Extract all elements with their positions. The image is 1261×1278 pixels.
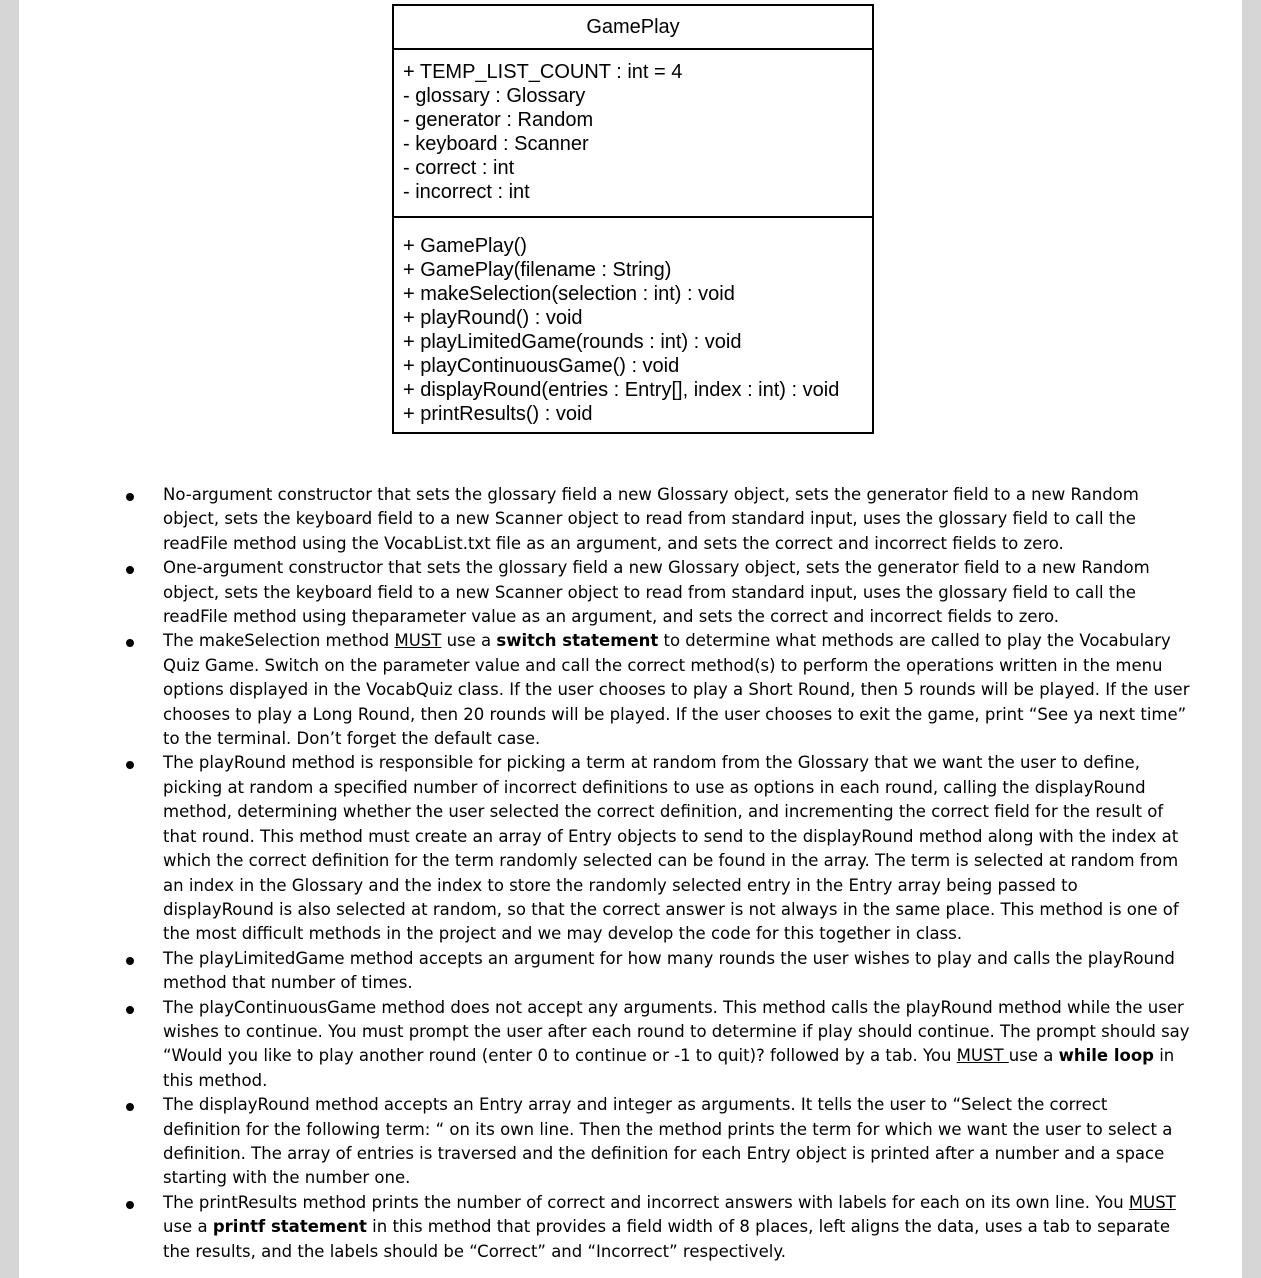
- bullet-icon: [126, 1103, 134, 1111]
- bullet-icon: [126, 761, 134, 769]
- list-item-print-results: The printResults method prints the number of correct and incorrect answers with labels for each on its own line. You MUST use a printf statement in this method that provides a field width of 8 places, left aligns the data, uses a tab to separate the results, and the labels should be “Correct” and “Incorrect” respectively.: [19, 1191, 1242, 1264]
- list-item-play-limited-game: The playLimitedGame method accepts an argument for how many rounds the user wishes to play and calls the playRound method that number of times.: [19, 947, 1242, 996]
- uml-class-diagram: [392, 4, 874, 434]
- list-item-one-arg-constructor: One-argument constructor that sets the glossary field a new Glossary object, sets the generator field to a new Random object, sets the keyboard field to a new Scanner object to read from standard input, uses the glossary field to call the readFile method using theparameter value as an argument, and sets the correct and incorrect fields to zero.: [19, 556, 1242, 629]
- list-item-play-continuous-game: The playContinuousGame method does not accept any arguments. This method calls the playRound method while the user wishes to continue. You must prompt the user after each round to determine if play should continue. The prompt should say “Would you like to play another round (enter 0 to continue or -1 to quit)? followed by a tab. You MUST use a while loop in this method.: [19, 996, 1242, 1094]
- bullet-icon: [126, 1006, 134, 1014]
- list-item-display-round: The displayRound method accepts an Entry array and integer as arguments. It tells the user to “Select the correct definition for the following term: “ on its own line. Then the method prints the term for which we want the user to select a definition. The array of entries is traversed and the definition for each Entry object is printed after a number and a space starting with the number one.: [19, 1093, 1242, 1191]
- uml-class-name: GamePlay: [394, 6, 872, 50]
- list-item-no-arg-constructor: No-argument constructor that sets the glossary field a new Glossary object, sets the generator field to a new Random object, sets the keyboard field to a new Scanner object to read from standard input, uses the glossary field to call the readFile method using the VocabList.txt file as an argument, and sets the correct and incorrect fields to zero.: [19, 483, 1242, 556]
- uml-operation: + GamePlay(): [403, 235, 527, 257]
- uml-attributes: [394, 50, 872, 218]
- uml-attribute: - glossary : Glossary: [403, 85, 586, 107]
- uml-attribute: - keyboard : Scanner: [403, 133, 589, 155]
- uml-operation: + playLimitedGame(rounds : int) : void: [403, 331, 742, 353]
- bullet-icon: [126, 1201, 134, 1209]
- bullet-icon: [126, 566, 134, 574]
- uml-operation: + playRound() : void: [403, 307, 583, 329]
- uml-operation: + GamePlay(filename : String): [403, 259, 672, 281]
- uml-operation: + printResults() : void: [403, 403, 593, 425]
- list-item-make-selection: The makeSelection method MUST use a switch statement to determine what methods are called to play the Vocabulary Quiz Game. Switch on the parameter value and call the correct method(s) to perform the operations written in the menu options displayed in the VocabQuiz class. If the user chooses to play a Short Round, then 5 rounds will be played. If the user chooses to play a Long Round, then 20 rounds will be played. If the user chooses to exit the game, print “See ya next time” to the terminal. Don’t forget the default case.: [19, 629, 1242, 751]
- bullet-icon: [126, 957, 134, 965]
- uml-attribute: - generator : Random: [403, 109, 594, 131]
- list-item-play-round: The playRound method is responsible for picking a term at random from the Glossary that we want the user to define, picking at random a specified number of incorrect definitions to use as options in each round, calling the displayRound method, determining whether the user selected the correct definition, and incrementing the correct field for the result of that round. This method must create an array of Entry objects to send to the displayRound method along with the index at which the correct definition for the term randomly selected can be found in the array. The term is selected at random from an index in the Glossary and the index to store the randomly selected entry in the Entry array being passed to displayRound is also selected at random, so that the correct answer is not always in the same place. This method is one of the most difficult methods in the project and we may develop the code for this together in class.: [19, 751, 1242, 946]
- bullet-icon: [126, 493, 134, 501]
- method-description-list: [19, 483, 1242, 1264]
- uml-operations: [394, 218, 872, 426]
- uml-attribute: - incorrect : int: [403, 181, 530, 203]
- uml-operation: + playContinuousGame() : void: [403, 355, 680, 377]
- uml-operation: + displayRound(entries : Entry[], index : int) : void: [403, 379, 840, 401]
- uml-operation: + makeSelection(selection : int) : void: [403, 283, 735, 305]
- bullet-icon: [126, 639, 134, 647]
- uml-attribute: - correct : int: [403, 157, 515, 179]
- document-page: [19, 0, 1242, 1278]
- uml-attribute: + TEMP_LIST_COUNT : int = 4: [403, 61, 683, 83]
